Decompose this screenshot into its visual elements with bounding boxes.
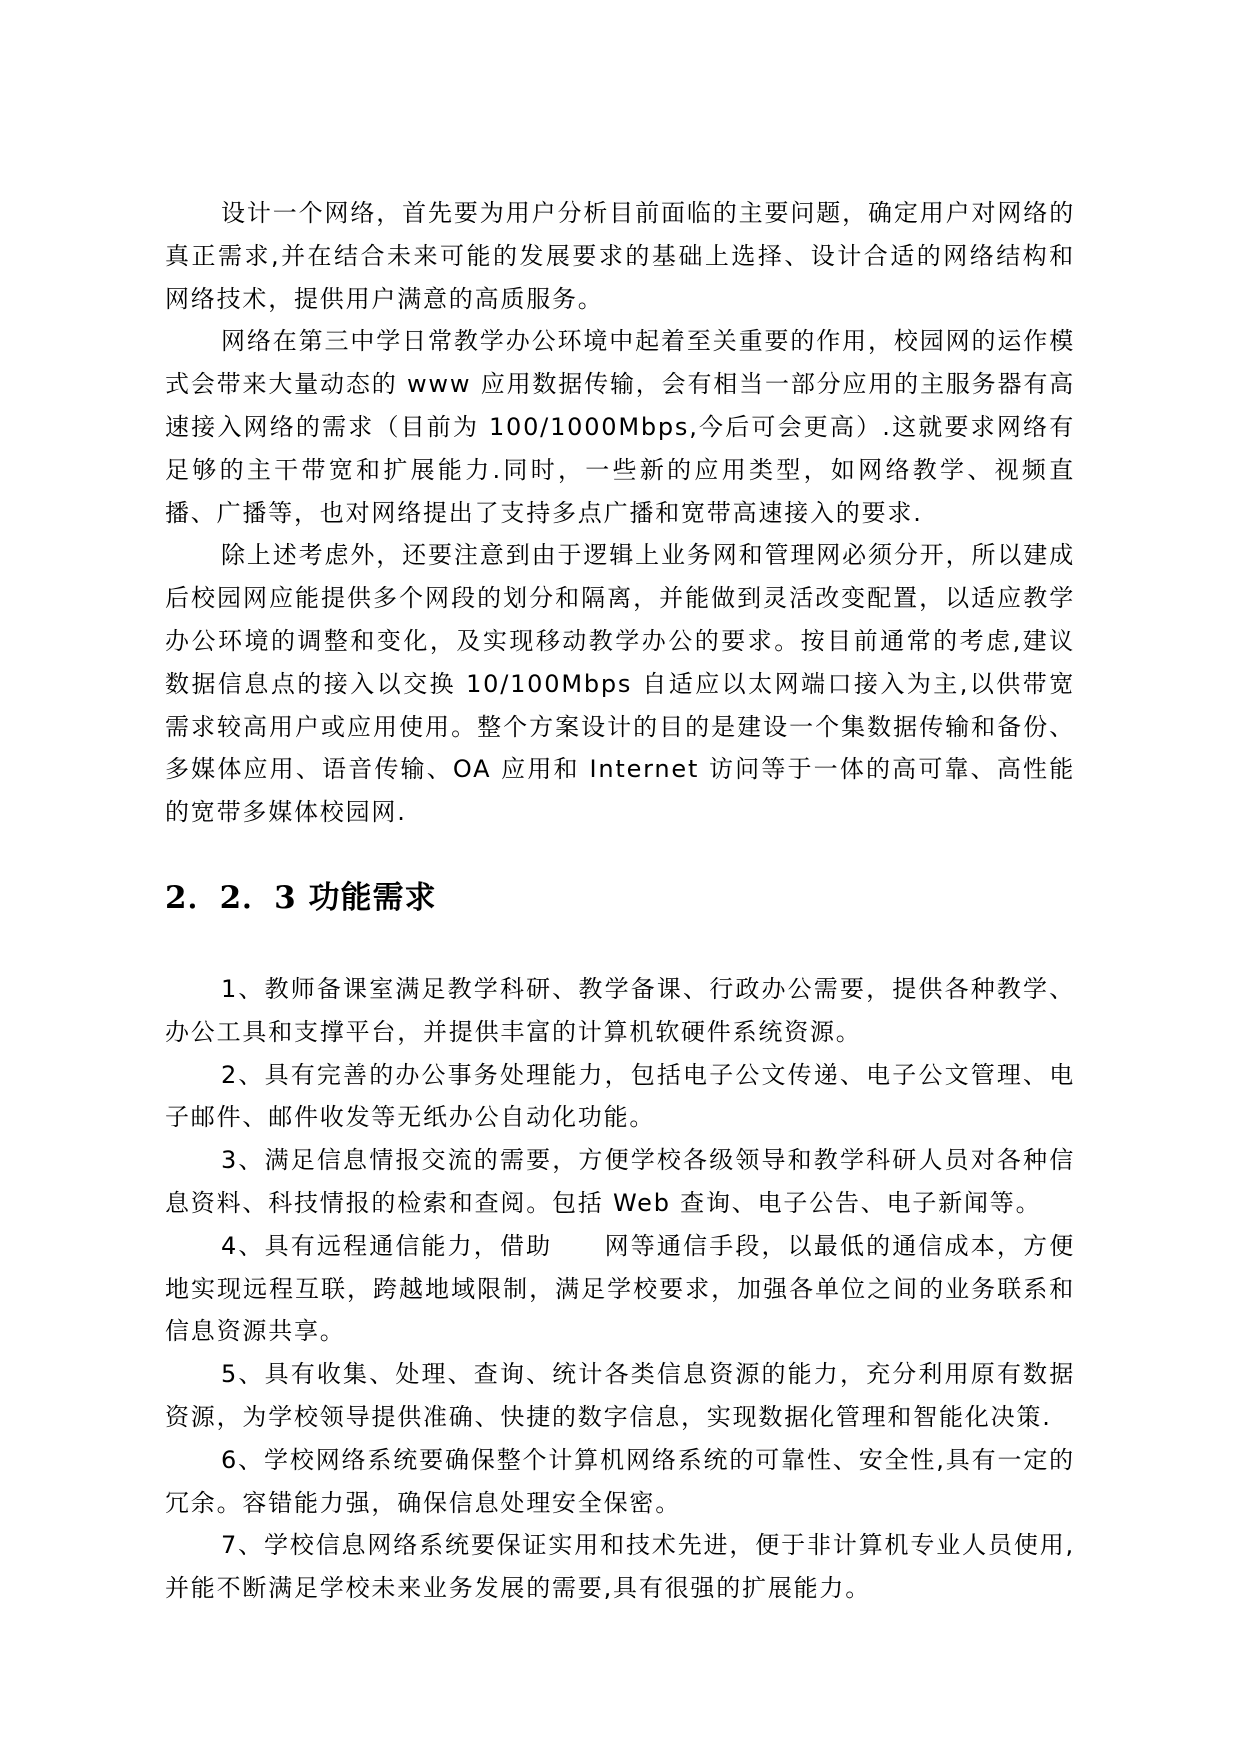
requirements-list (165, 968, 1075, 1610)
intro-paragraph-2: 网络在第三中学日常教学办公环境中起着至关重要的作用，校园网的运作模式会带来大量动态的 www 应用数据传输，会有相当一部分应用的主服务器有高速接入网络的需求（目前为 100/1000Mbps,今后可会更高）.这就要求网络有足够的主干带宽和扩展能力.同时，一些新的应用类型，如网络教学、视频直播、广播等，也对网络提出了支持多点广播和宽带高速接入的要求. (165, 327, 1075, 527)
list-item: 6、学校网络系统要确保整个计算机网络系统的可靠性、安全性,具有一定的冗余。容错能力强，确保信息处理安全保密。 (165, 1445, 1075, 1517)
intro-paragraph-3: 除上述考虑外，还要注意到由于逻辑上业务网和管理网必须分开，所以建成后校园网应能提供多个网段的划分和隔离，并能做到灵活改变配置，以适应教学办公环境的调整和变化，及实现移动教学办公的要求。按目前通常的考虑,建议数据信息点的接入以交换 10/100Mbps 自适应以太网端口接入为主,以供带宽需求较高用户或应用使用。整个方案设计的目的是建设一个集数据传输和备份、多媒体应用、语音传输、OA 应用和 Internet 访问等于一体的高可靠、高性能的宽带多媒体校园网. (165, 541, 1075, 827)
section-heading: 2．2．3 功能需求 (165, 879, 437, 916)
list-item: 7、学校信息网络系统要保证实用和技术先进，便于非计算机专业人员使用,并能不断满足学校未来业务发展的需要,具有很强的扩展能力。 (165, 1531, 1075, 1603)
list-item: 4、具有远程通信能力，借助 网等通信手段，以最低的通信成本，方便地实现远程互联，跨越地域限制，满足学校要求，加强各单位之间的业务联系和信息资源共享。 (165, 1231, 1075, 1346)
list-item: 5、具有收集、处理、查询、统计各类信息资源的能力，充分利用原有数据资源，为学校领导提供准确、快捷的数字信息，实现数据化管理和智能化决策. (165, 1360, 1075, 1431)
intro-paragraph-1: 设计一个网络，首先要为用户分析目前面临的主要问题，确定用户对网络的真正需求,并在结合未来可能的发展要求的基础上选择、设计合适的网络结构和网络技术，提供用户满意的高质服务。 (165, 199, 1075, 313)
document-body (165, 192, 1075, 1610)
list-item: 3、满足信息情报交流的需要，方便学校各级领导和教学科研人员对各种信息资料、科技情报的检索和查阅。包括 Web 查询、电子公告、电子新闻等。 (165, 1146, 1075, 1217)
list-item: 2、具有完善的办公事务处理能力，包括电子公文传递、电子公文管理、电子邮件、邮件收发等无纸办公自动化功能。 (165, 1060, 1075, 1132)
list-item: 1、教师备课室满足教学科研、教学备课、行政办公需要，提供各种教学、办公工具和支撑平台，并提供丰富的计算机软硬件系统资源。 (165, 974, 1075, 1046)
